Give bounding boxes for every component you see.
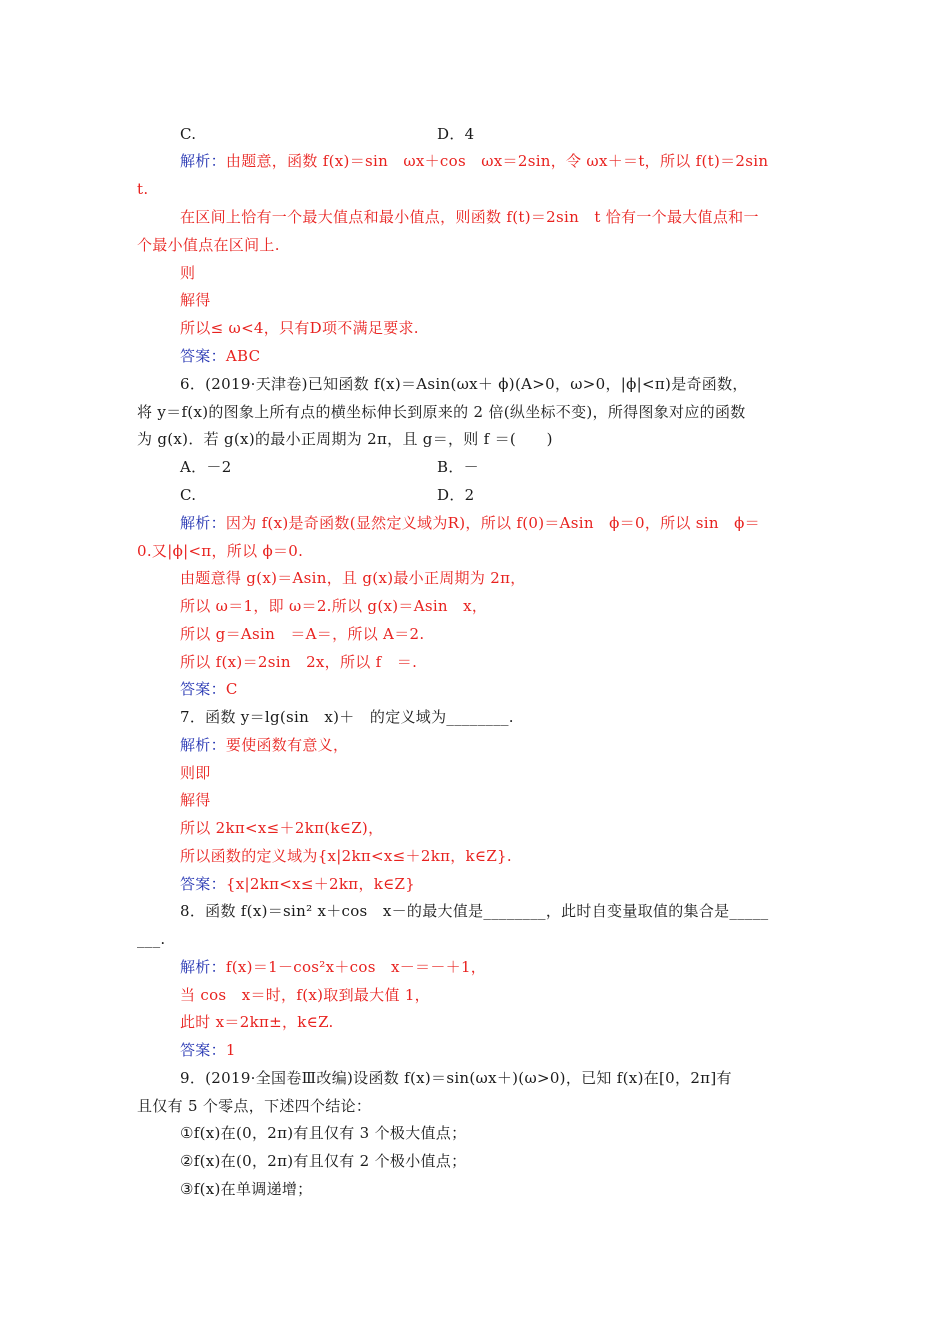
solution-line: 0.又|ϕ|<π，所以 ϕ＝0. [137,542,304,560]
option-b-6: B．－ [437,458,479,476]
solution-line: 由题意得 g(x)＝Asin，且 g(x)最小正周期为 2π， [180,569,526,587]
question-6-line: 将 y＝f(x)的图象上所有点的横坐标伸长到原来的 2 倍(纵坐标不变)，所得图象对应的函数 [137,403,746,421]
solution-line: 所以≤ ω<4，只有D项不满足要求. [180,319,419,337]
question-7: 7．函数 y＝lg(sin x)＋ 的定义域为________. [180,708,514,726]
solution-line: 所以 2kπ<x≤＋2kπ(k∈Z)， [180,819,384,837]
solution-line: t. [137,180,149,198]
solution-line: 在区间上恰有一个最大值点和最小值点，则函数 f(t)＝2sin t 恰有一个最大值点和一 [180,208,759,226]
answer-line: 答案：ABC [180,347,261,365]
solution-line: 所以函数的定义域为{x|2kπ<x≤＋2kπ，k∈Z}. [180,847,512,865]
statement-3: ③f(x)在单调递增； [180,1180,313,1198]
solution-line: 解析：因为 f(x)是奇函数(显然定义域为R)，所以 f(0)＝Asin ϕ＝0，所以 sin ϕ＝ [180,514,760,532]
solution-line: 所以 ω＝1，即 ω＝2.所以 g(x)＝Asin x， [180,597,488,615]
question-9: 9．(2019·全国卷Ⅲ改编)设函数 f(x)＝sin(ωx＋)(ω>0)，已知 f(x)在[0，2π]有 [180,1069,732,1087]
option-c-6: C. [180,486,197,504]
answer-label: 答案： [180,680,226,698]
solution-label: 解析： [180,152,226,170]
option-c-5: C. [180,125,197,143]
question-8: 8．函数 f(x)＝sin² x＋cos x－的最大值是________，此时自变量取值的集合是_____ [180,902,769,920]
solution-line: 个最小值点在区间上. [137,236,280,254]
solution-line: 解得 [180,791,211,809]
solution-line: 所以 f(x)＝2sin 2x，所以 f ＝. [180,653,418,671]
statement-1: ①f(x)在(0，2π)有且仅有 3 个极大值点； [180,1124,467,1142]
answer-label: 答案： [180,875,226,893]
solution-label: 解析： [180,736,226,754]
solution-line: 当 cos x＝时，f(x)取到最大值 1， [180,986,430,1004]
answer-line: 答案：1 [180,1041,236,1059]
option-d-6: D．2 [437,486,475,504]
answer-line: 答案：C [180,680,238,698]
option-a-6: A．－2 [180,458,232,476]
solution-line: 解析：f(x)＝1－cos²x＋cos x－＝－＋1， [180,958,487,976]
question-9-line: 且仅有 5 个零点，下述四个结论： [137,1097,372,1115]
solution-line: 则即 [180,764,211,782]
solution-line: 此时 x＝2kπ±，k∈Z. [180,1013,334,1031]
solution-label: 解析： [180,514,226,532]
answer-label: 答案： [180,1041,226,1059]
solution-line: 则 [180,264,196,282]
option-d-5: D．4 [437,125,475,143]
answer-line: 答案：{x|2kπ<x≤＋2kπ，k∈Z} [180,875,416,893]
solution-line: 解析：由题意，函数 f(x)＝sin ωx＋cos ωx＝2sin，令 ωx＋＝t，所以 f(t)＝2sin [180,152,769,170]
question-6-line: 为 g(x)．若 g(x)的最小正周期为 2π，且 g＝，则 f ＝( ) [137,430,553,448]
question-6: 6．(2019·天津卷)已知函数 f(x)＝Asin(ωx＋ ϕ)(A>0，ω>0，|ϕ|<π)是奇函数， [180,375,748,393]
statement-2: ②f(x)在(0，2π)有且仅有 2 个极小值点； [180,1152,467,1170]
solution-line: 解得 [180,291,211,309]
solution-line: 所以 g＝Asin ＝A＝，所以 A＝2. [180,625,425,643]
solution-label: 解析： [180,958,226,976]
answer-label: 答案： [180,347,226,365]
question-8-line: ___. [137,930,166,948]
solution-line: 解析：要使函数有意义， [180,736,349,754]
